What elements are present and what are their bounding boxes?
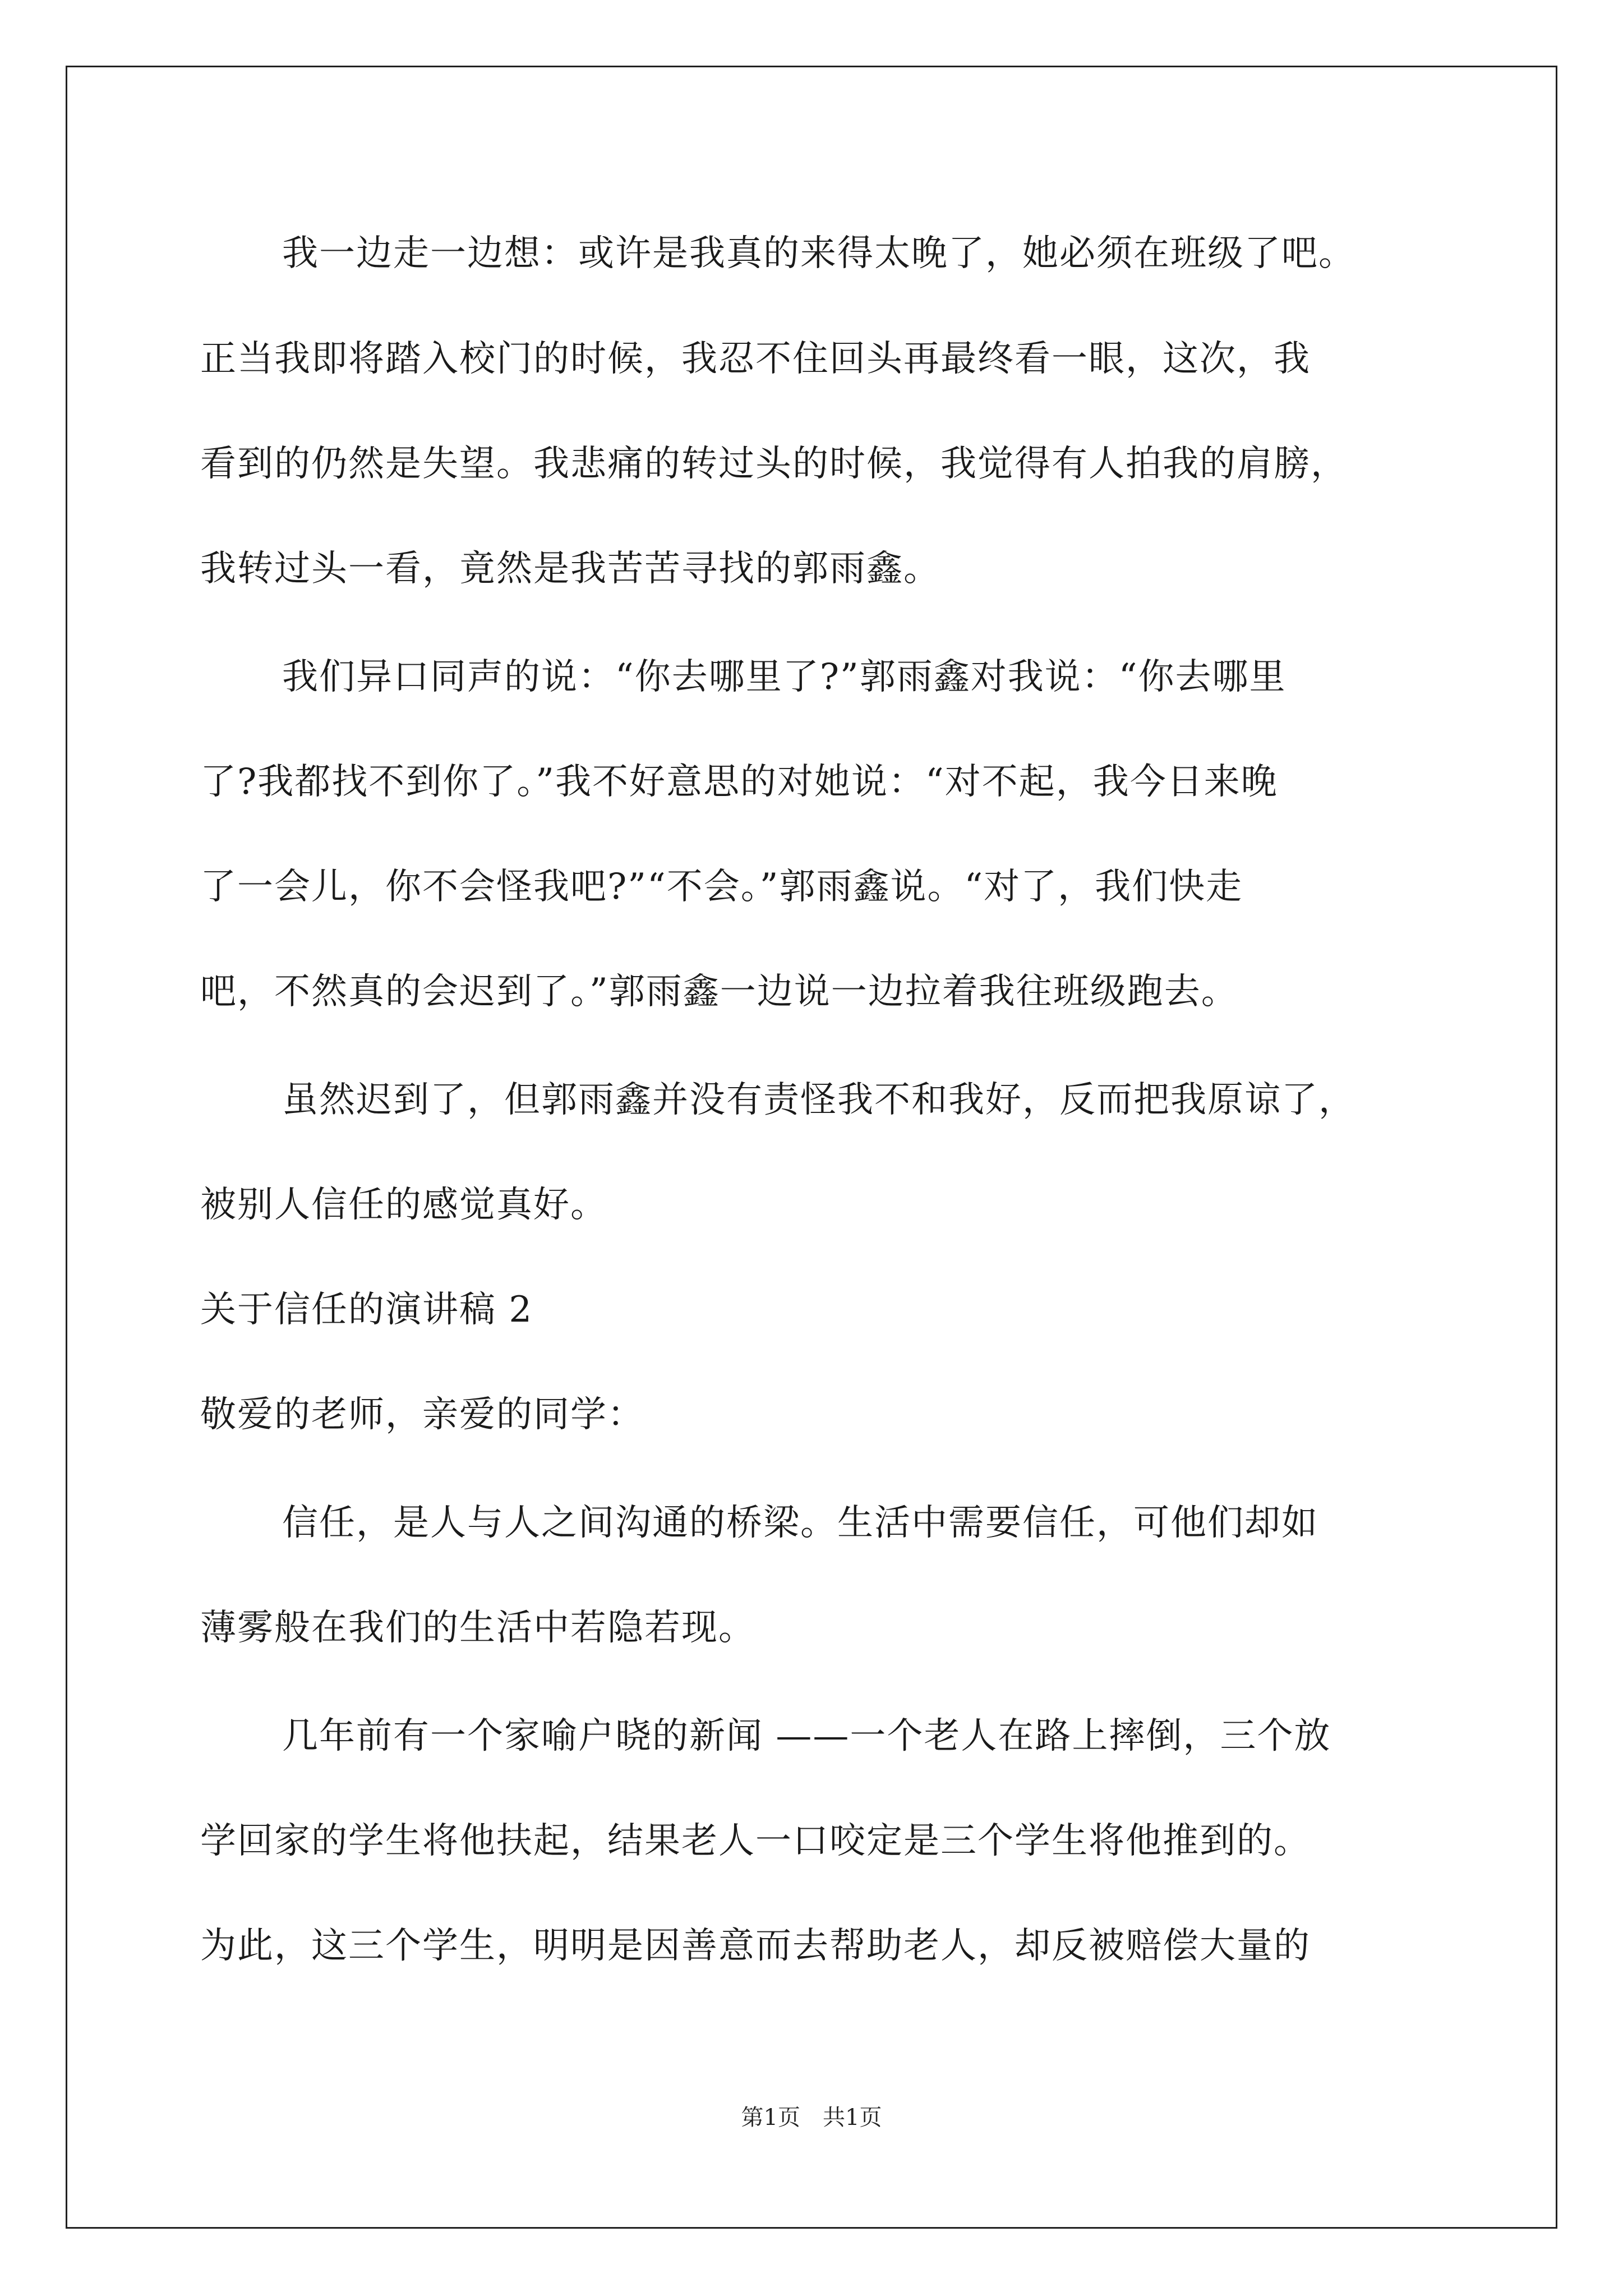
text-line: 虽然迟到了，但郭雨鑫并没有责怪我不和我好，反而把我原谅了， [282, 1079, 1355, 1121]
text-line: 我转过头一看，竟然是我苦苦寻找的郭雨鑫。 [200, 548, 940, 590]
page-border [66, 66, 1557, 2229]
text-line: 了?我都找不到你了。”我不好意思的对她说：“对不起，我今日来晚 [200, 761, 1278, 803]
text-line: 了一会儿，你不会怪我吧?”“不会。”郭雨鑫说。“对了，我们快走 [200, 866, 1243, 908]
text-line: 薄雾般在我们的生活中若隐若现。 [200, 1607, 755, 1649]
text-line: 正当我即将踏入校门的时候，我忍不住回头再最终看一眼，这次，我 [200, 338, 1311, 380]
text-line: 看到的仍然是失望。我悲痛的转过头的时候，我觉得有人拍我的肩膀， [200, 443, 1348, 485]
page-number-footer: 第1页 共1页 [741, 2105, 882, 2131]
text-line: 我们异口同声的说：“你去哪里了?”郭雨鑫对我说：“你去哪里 [282, 656, 1287, 698]
text-line: 学回家的学生将他扶起，结果老人一口咬定是三个学生将他推到的。 [200, 1820, 1311, 1862]
text-line: 为此，这三个学生，明明是因善意而去帮助老人，却反被赔偿大量的 [200, 1925, 1311, 1967]
text-line: 信任，是人与人之间沟通的桥梁。生活中需要信任，可他们却如 [282, 1502, 1318, 1544]
section-heading: 关于信任的演讲稿 2 [200, 1289, 533, 1331]
text-line: 被别人信任的感觉真好。 [200, 1184, 607, 1226]
text-line: 我一边走一边想：或许是我真的来得太晚了，她必须在班级了吧。 [282, 233, 1355, 274]
text-line: 吧，不然真的会迟到了。”郭雨鑫一边说一边拉着我往班级跑去。 [200, 971, 1238, 1013]
text-line: 几年前有一个家喻户晓的新闻 ——一个老人在路上摔倒，三个放 [282, 1715, 1331, 1757]
salutation: 敬爱的老师，亲爱的同学： [200, 1394, 644, 1435]
